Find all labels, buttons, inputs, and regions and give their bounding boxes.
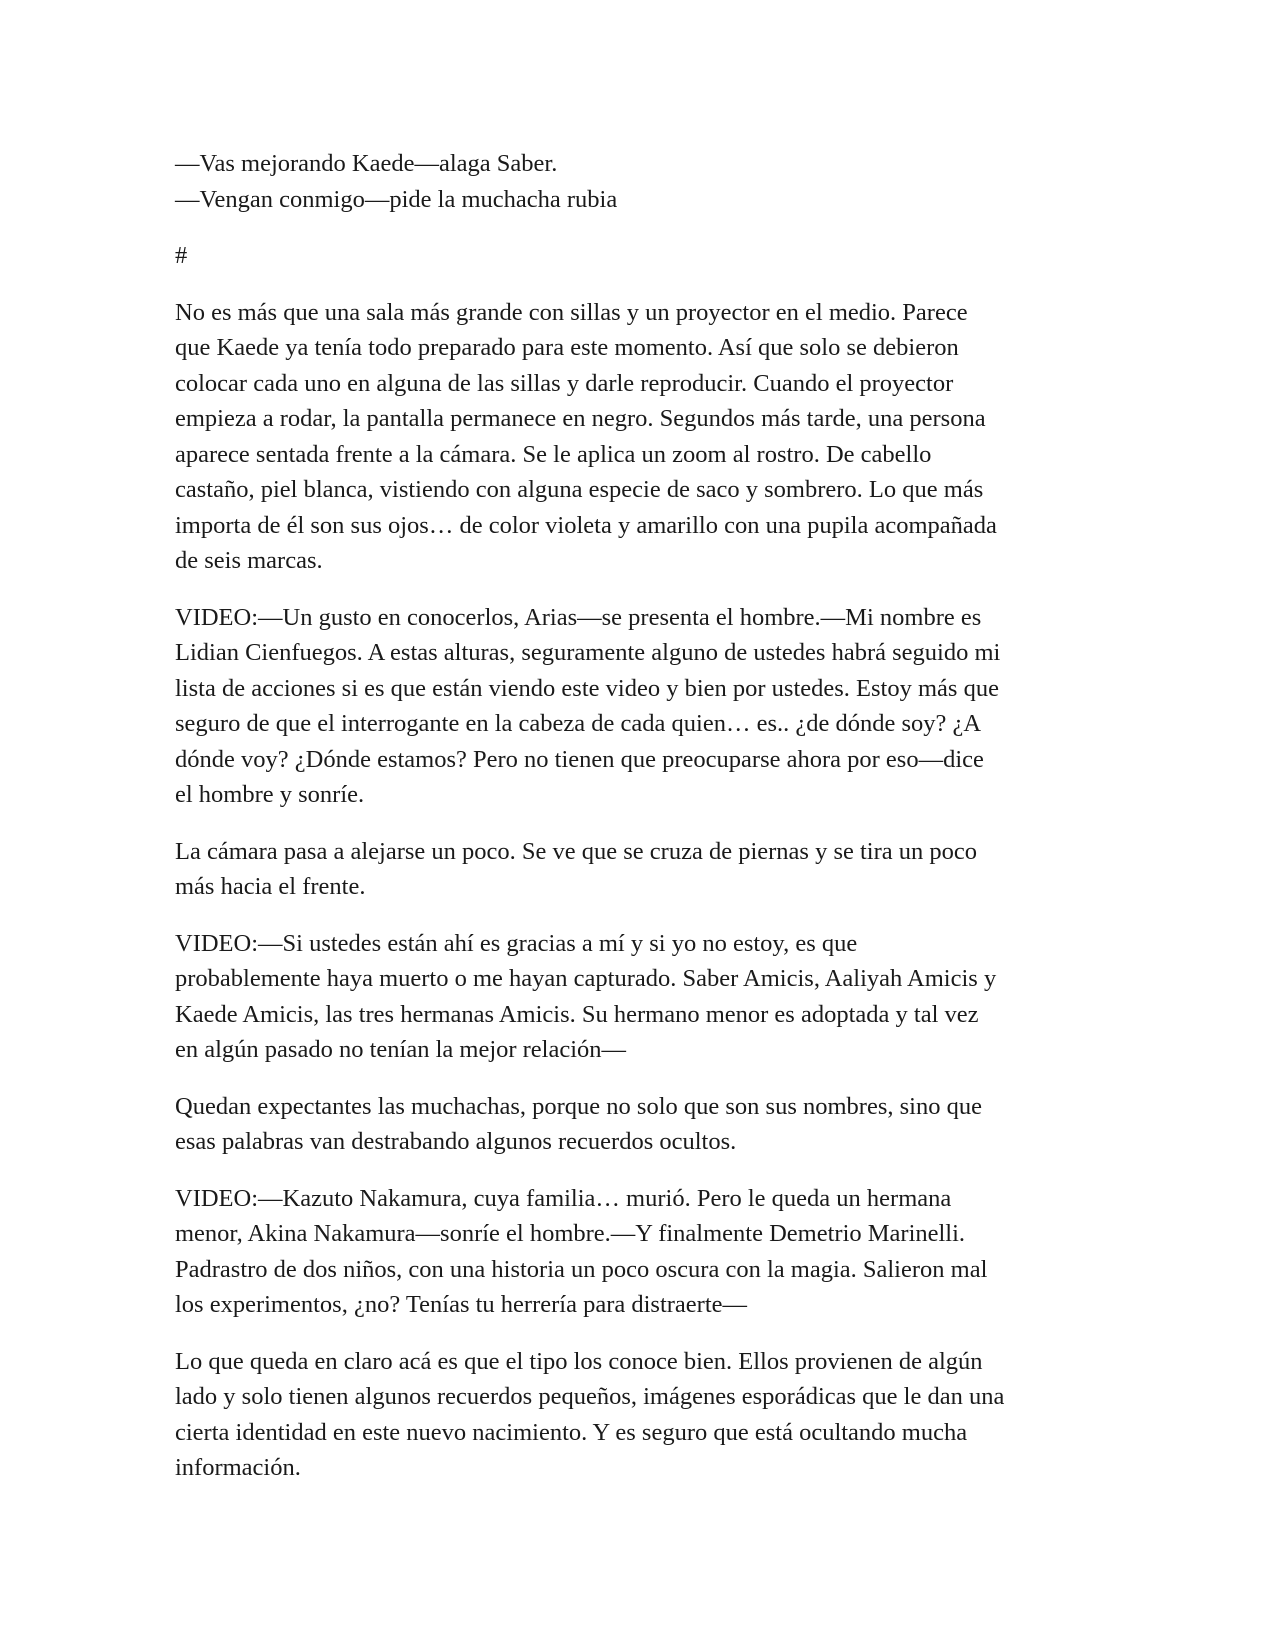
paragraph-4: [175, 926, 1095, 1068]
text-line: menor, Akina Nakamura—sonríe el hombre.—Y finalmente Demetrio Marinelli.: [175, 1220, 966, 1247]
paragraph-6: [175, 1181, 1095, 1323]
text-line: cierta identidad en este nuevo nacimiento. Y es seguro que está ocultando mucha: [175, 1418, 968, 1446]
text-line: VIDEO:—Kazuto Nakamura, cuya familia… murió. Pero le queda un hermana: [175, 1184, 952, 1212]
dialogue-line: —Vas mejorando Kaede—alaga Saber.: [175, 150, 558, 177]
text-line: La cámara pasa a alejarse un poco. Se ve que se cruza de piernas y se tira un poco: [175, 837, 978, 865]
text-line: Lidian Cienfuegos. A estas alturas, seguramente alguno de ustedes habrá seguido mi: [175, 639, 1001, 666]
text-line: lado y solo tienen algunos recuerdos pequeños, imágenes esporádicas que le dan una: [175, 1383, 1005, 1410]
text-line: de seis marcas.: [175, 547, 323, 574]
text-line: en algún pasado no tenían la mejor relación—: [175, 1036, 627, 1063]
text-line: dónde voy? ¿Dónde estamos? Pero no tienen que preocuparse ahora por eso—dice: [175, 745, 984, 773]
dialogue-block: [175, 146, 1095, 217]
text-line: VIDEO:—Si ustedes están ahí es gracias a mí y si yo no estoy, es que: [175, 929, 858, 957]
text-line: más hacia el frente.: [175, 873, 366, 900]
document-body: [175, 146, 1095, 1486]
text-line: aparece sentada frente a la cámara. Se le aplica un zoom al rostro. De cabello: [175, 440, 932, 468]
paragraph-1: [175, 295, 1095, 579]
text-line: información.: [175, 1454, 301, 1481]
text-line: No es más que una sala más grande con sillas y un proyector en el medio. Parece: [175, 298, 968, 326]
text-line: el hombre y sonríe.: [175, 781, 365, 808]
text-line: castaño, piel blanca, vistiendo con alguna especie de saco y sombrero. Lo que más: [175, 476, 984, 503]
text-line: seguro de que el interrogante en la cabeza de cada quien… es.. ¿de dónde soy? ¿A: [175, 710, 982, 737]
text-line: esas palabras van destrabando algunos recuerdos ocultos.: [175, 1128, 737, 1155]
text-line: Lo que queda en claro acá es que el tipo los conoce bien. Ellos provienen de algún: [175, 1347, 983, 1375]
paragraph-2: [175, 600, 1095, 813]
text-line: importa de él son sus ojos… de color violeta y amarillo con una pupila acompañada: [175, 511, 997, 539]
text-line: colocar cada uno en alguna de las sillas y darle reproducir. Cuando el proyector: [175, 369, 954, 397]
text-line: los experimentos, ¿no? Tenías tu herrería para distraerte—: [175, 1291, 747, 1318]
text-line: Quedan expectantes las muchachas, porque no solo que son sus nombres, sino que: [175, 1092, 982, 1120]
text-line: que Kaede ya tenía todo preparado para este momento. Así que solo se debieron: [175, 334, 959, 361]
text-line: empieza a rodar, la pantalla permanece en negro. Segundos más tarde, una persona: [175, 405, 986, 432]
text-line: Padrastro de dos niños, con una historia un poco oscura con la magia. Salieron mal: [175, 1255, 988, 1283]
text-line: VIDEO:—Un gusto en conocerlos, Arias—se presenta el hombre.—Mi nombre es: [175, 603, 982, 631]
section-separator: #: [175, 242, 188, 269]
text-line: Kaede Amicis, las tres hermanas Amicis. Su hermano menor es adoptada y tal vez: [175, 1000, 979, 1028]
text-line: probablemente haya muerto o me hayan capturado. Saber Amicis, Aaliyah Amicis y: [175, 965, 997, 992]
text-line: lista de acciones si es que están viendo este video y bien por ustedes. Estoy más que: [175, 674, 999, 702]
dialogue-line: —Vengan conmigo—pide la muchacha rubia: [175, 185, 618, 213]
paragraph-5: [175, 1089, 1095, 1160]
paragraph-3: [175, 834, 1095, 905]
paragraph-7: [175, 1344, 1095, 1486]
